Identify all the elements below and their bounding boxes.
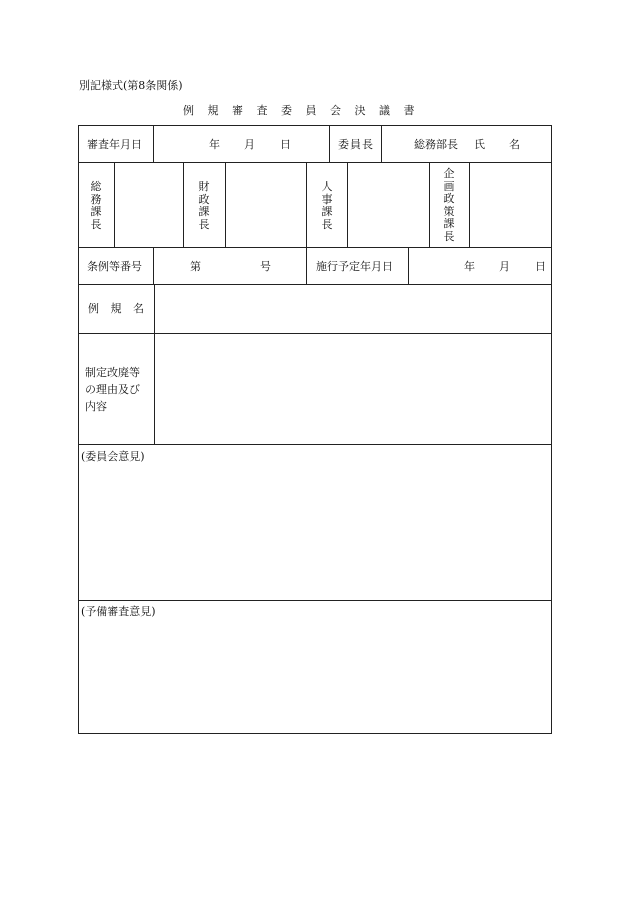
regulation-name-label: 例 規 名 <box>88 302 144 315</box>
effective-date-year-unit: 年 <box>464 260 475 273</box>
effective-date-day-unit: 日 <box>535 260 546 273</box>
ordinance-number-suffix: 号 <box>260 260 271 273</box>
ordinance-number-label: 条例等番号 <box>87 260 142 273</box>
review-date-day-unit: 日 <box>280 138 291 151</box>
reason-label-line2: の理由及び <box>85 383 140 396</box>
chair-value: 総務部長 <box>414 138 458 151</box>
reason-label-line1: 制定改廃等 <box>85 366 140 379</box>
effective-date-label: 施行予定年月日 <box>316 260 393 273</box>
reason-label-line3: 内容 <box>85 400 107 413</box>
review-date-label: 審査年月日 <box>87 138 142 151</box>
zaisei-section-chief-label: 財 政 課 長 <box>198 180 210 231</box>
chair-label: 委員長 <box>338 138 374 151</box>
review-date-month-unit: 月 <box>244 138 255 151</box>
committee-opinion-label: (委員会意見) <box>81 450 145 463</box>
ordinance-number-prefix: 第 <box>190 260 201 273</box>
kikaku-section-chief-label: 企 画 政 策 課 長 <box>443 167 455 243</box>
preliminary-opinion-label: (予備審査意見) <box>81 605 156 618</box>
form-title: 例 規 審 査 委 員 会 決 議 書 <box>183 104 416 117</box>
chair-name-label: 氏 <box>474 138 485 151</box>
effective-date-month-unit: 月 <box>499 260 510 273</box>
chair-name-label-2: 名 <box>509 138 520 151</box>
soumu-section-chief-label: 総 務 課 長 <box>90 180 102 231</box>
form-reference: 別記様式(第8条関係) <box>79 79 183 92</box>
jinji-section-chief-label: 人 事 課 長 <box>321 180 333 231</box>
review-date-year-unit: 年 <box>209 138 220 151</box>
